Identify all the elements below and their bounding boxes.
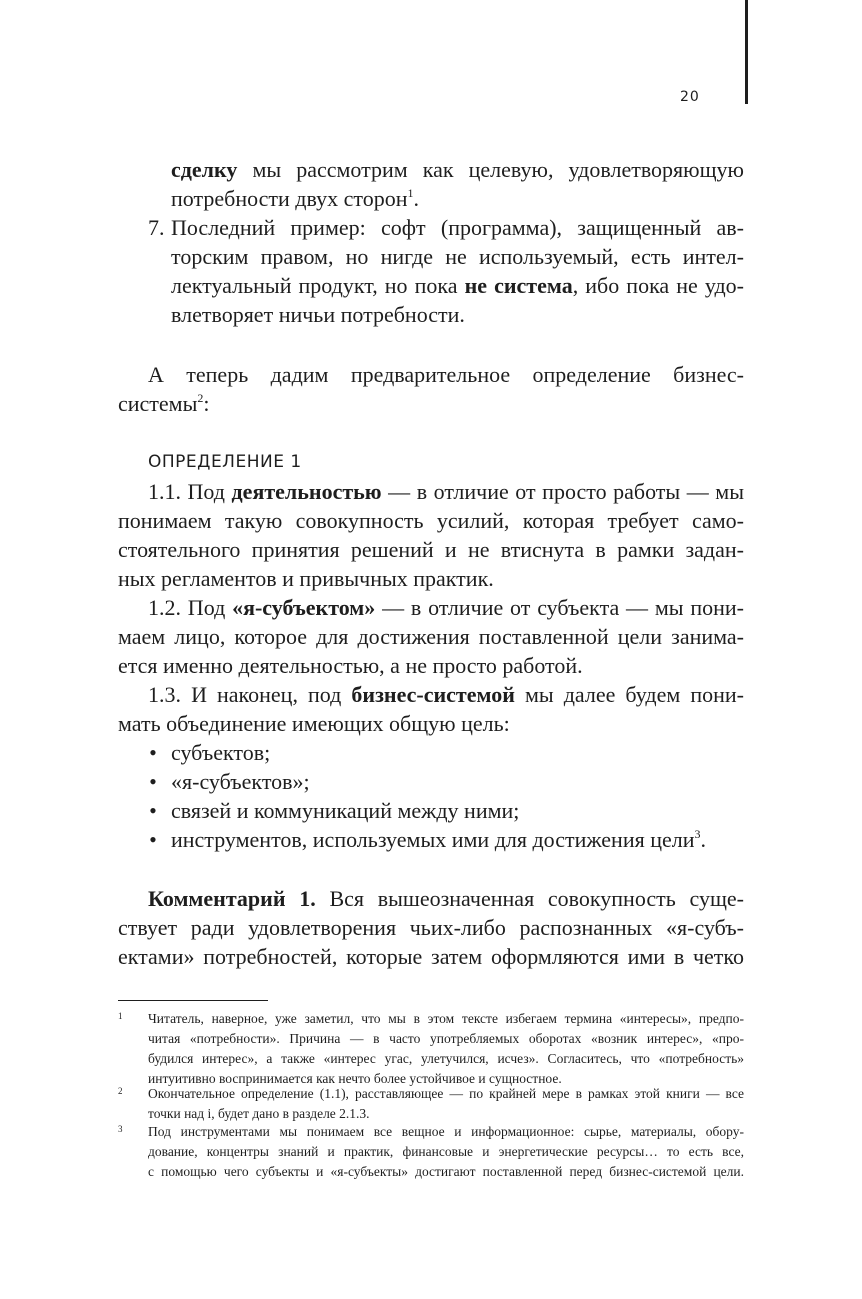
footnote-3-mark: 3 bbox=[118, 1124, 123, 1134]
page-edge-rule bbox=[745, 0, 748, 104]
bullet-item-4: инструментов, используемых ими для достижения цели$^3$. bbox=[171, 827, 707, 852]
bullet-item-3: связей и коммуникаций между ними; bbox=[171, 798, 520, 823]
intro-line-2: системы$^2$: bbox=[118, 391, 210, 416]
definition-1-1-line-3: стоятельного принятия решений и не втиснута в рамки задан- bbox=[118, 537, 744, 562]
list-item-6-line-1: сделку мы рассмотрим как целевую, удовлетворяющую bbox=[171, 157, 744, 182]
footnote-1-line-1: Читатель, наверное, уже заметил, что мы в этом тексте избегаем термина «интересы», предпо- bbox=[148, 1011, 744, 1026]
page-number: 20 bbox=[680, 89, 700, 105]
list-item-7-line-3: лектуальный продукт, но пока не система, ибо пока не удо- bbox=[171, 273, 744, 298]
footnote-ref-3[interactable]: 3 bbox=[694, 827, 701, 841]
list-item-7-line-2: торским правом, но нигде не используемый, есть интел- bbox=[171, 244, 744, 269]
bullet-icon: • bbox=[149, 740, 157, 765]
bullet-item-1: субъектов; bbox=[171, 740, 271, 765]
footnote-2-line-1: Окончательное определение (1.1), расставляющее — по крайней мере в рамках этой книги — все bbox=[148, 1086, 744, 1101]
definition-1-3-line-2: мать объединение имеющих общую цель: bbox=[118, 711, 510, 736]
intro-line-1: А теперь дадим предварительное определение бизнес- bbox=[148, 362, 744, 387]
list-item-7-line-4: влетворяет ничьи потребности. bbox=[171, 302, 465, 327]
definition-1-3-line-1: 1.3. И наконец, под бизнес-системой мы далее будем пони- bbox=[148, 682, 744, 707]
footnote-2-line-2: точки над i, будет дано в разделе 2.1.3. bbox=[148, 1106, 370, 1121]
definition-1-1-line-2: понимаем такую совокупность усилий, которая требует само- bbox=[118, 508, 744, 533]
list-item-7-line-1: Последний пример: софт (программа), защищенный ав- bbox=[171, 215, 744, 240]
bullet-icon: • bbox=[149, 769, 157, 794]
list-item-6-line-2: потребности двух сторон$^1$. bbox=[171, 186, 419, 211]
definition-1-1-line-1: 1.1. Под деятельностью — в отличие от просто работы — мы bbox=[148, 479, 744, 504]
footnote-1-mark: 1 bbox=[118, 1011, 123, 1021]
comment-line-1: Комментарий 1. Вся вышеозначенная совокупность суще- bbox=[148, 886, 745, 911]
footnote-1-line-2: читая «потребности». Причина — в часто употребляемых оборотах «возник интерес», «про- bbox=[148, 1031, 744, 1046]
footnote-separator bbox=[118, 1000, 268, 1001]
footnote-ref-1[interactable]: 1 bbox=[407, 186, 414, 200]
footnote-ref-2[interactable]: 2 bbox=[197, 391, 204, 405]
definition-1-2-line-1: 1.2. Под «я-субъектом» — в отличие от субъекта — мы пони- bbox=[148, 595, 744, 620]
definition-1-2-line-2: маем лицо, которое для достижения поставленной цели занима- bbox=[118, 624, 744, 649]
definition-1-2-line-3: ется именно деятельностью, а не просто работой. bbox=[118, 653, 583, 678]
footnote-3-line-2: дование, концентры знаний и практик, финансовые и энергетические ресурсы… то есть все, bbox=[148, 1144, 744, 1159]
comment-line-3: ектами» потребностей, которые затем оформляются ими в четко bbox=[118, 944, 744, 969]
footnote-2-mark: 2 bbox=[118, 1086, 123, 1096]
definition-1-1-line-4: ных регламентов и привычных практик. bbox=[118, 566, 494, 591]
bullet-icon: • bbox=[149, 827, 157, 852]
list-item-7-number: 7. bbox=[148, 215, 165, 240]
footnote-1-line-3: будился интерес», а также «интерес угас, улетучился, исчез». Согласитесь, что «потребность» bbox=[148, 1051, 744, 1066]
footnote-3-line-1: Под инструментами мы понимаем все вещное и информационное: сырье, материалы, обору- bbox=[148, 1124, 744, 1139]
bullet-icon: • bbox=[149, 798, 157, 823]
definition-heading: ОПРЕДЕЛЕНИЕ 1 bbox=[148, 452, 302, 472]
bullet-item-2: «я-субъектов»; bbox=[171, 769, 310, 794]
footnote-1-line-4: интуитивно воспринимается как нечто более устойчивое и сущностное. bbox=[148, 1071, 562, 1086]
footnote-3-line-3: с помощью чего субъекты и «я-субъекты» достигают поставленной перед бизнес-системой цели. bbox=[148, 1164, 744, 1179]
comment-line-2: ствует ради удовлетворения чьих-либо распознанных «я-субъ- bbox=[118, 915, 744, 940]
